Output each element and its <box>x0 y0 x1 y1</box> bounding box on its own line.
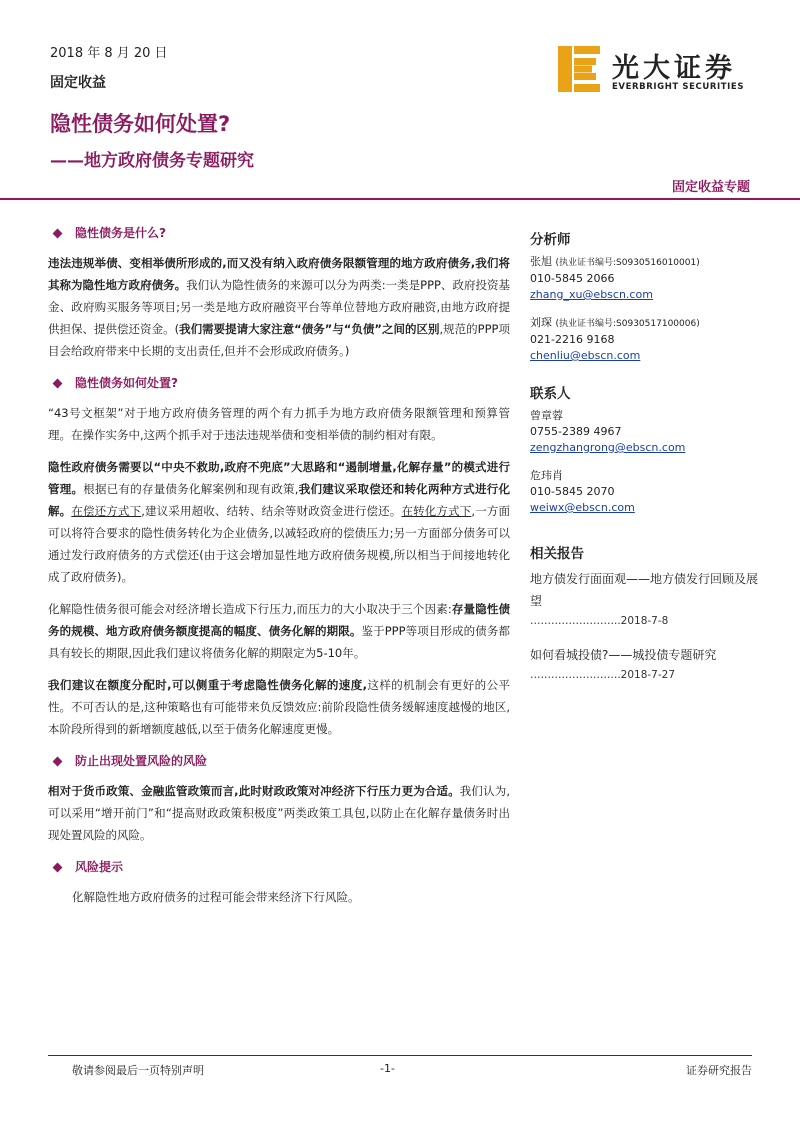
header-divider <box>0 198 800 200</box>
analyst-card <box>530 315 760 364</box>
body-text: ,规范的PPP项目会给政府带来中长期的支出责任,但并不会形成政府债务。) <box>48 322 510 358</box>
report-series: 固定收益专题 <box>671 180 750 195</box>
analyst-card <box>530 254 760 303</box>
underlined-text: 在偿还方式下 <box>71 504 142 518</box>
emphasis-text: 我们建议在额度分配时,可以侧重于考虑隐性债务化解的速度, <box>48 678 367 692</box>
page-title: 隐性债务如何处置? <box>50 112 231 136</box>
section-heading <box>48 372 510 394</box>
analyst-name: 张旭 <box>530 255 552 268</box>
diamond-bullet-icon <box>53 862 63 872</box>
body-text: 我们认为,可以采用“增开前门”和“提高财政政策积极度”两类政策工具包,以防止在化解存量债务时出现处置风险的风险。 <box>48 784 510 842</box>
section-heading-text: 防止出现处置风险的风险 <box>75 754 208 768</box>
body-paragraph <box>48 456 510 588</box>
analyst-name: 刘琛 <box>530 316 552 329</box>
contact-card <box>530 408 760 456</box>
footer-disclaimer: 敬请参阅最后一页特别声明 <box>72 1064 204 1077</box>
contact-email-link[interactable]: zengzhangrong@ebscn.com <box>530 441 686 454</box>
body-paragraph <box>48 886 510 908</box>
body-text: ,建议采用超收、结转、结余等财政资金进行偿还。 <box>141 504 402 518</box>
emphasis-text: 我们需要提请大家注意“债务”与“负债”之间的区别 <box>179 322 440 336</box>
body-paragraph <box>48 780 510 846</box>
report-body <box>48 218 510 918</box>
sidebar <box>530 232 760 698</box>
emphasis-text: 违法违规举债、变相举债所形成的,而又没有纳入政府债务限额管理的地方政府债务,我们将其称为隐性地方政府债务。 <box>48 256 510 292</box>
analyst-cert: (执业证书编号:S0930517100006) <box>555 319 700 329</box>
section-heading-text: 风险提示 <box>75 860 124 874</box>
emphasis-text: 存量隐性债务的规模、地方政府债务额度提高的幅度、债务化解的期限。 <box>48 602 510 638</box>
report-date: 2018 年 8 月 20 日 <box>50 46 168 61</box>
diamond-bullet-icon <box>53 378 63 388</box>
body-text: 根据已有的存量债务化解案例和现有政策, <box>83 482 299 496</box>
body-text: 我们认为隐性债务的来源可以分为两类:一类是PPP、政府投资基金、政府购买服务等项目;另一类是地方政府融资平台等单位替地方政府融资,由地方政府提供担保、提供偿还资金。( <box>48 278 511 336</box>
everbright-logo-icon <box>558 46 602 92</box>
section-heading <box>48 222 510 244</box>
contact-phone: 010-5845 2070 <box>530 485 615 498</box>
body-text: “43号文框架”对于地方政府债务管理的两个有力抓手为地方政府债务限额管理和预算管理。在操作实务中,这两个抓手对于违法违规举债和变相举债的制约相对有限。 <box>48 406 510 442</box>
related-report-link[interactable]: 如何看城投债?——城投债专题研究 <box>530 648 717 662</box>
related-report-date: ……………………..2018-7-8 <box>530 615 669 627</box>
logo-chinese-name: 光大证券 <box>612 53 736 84</box>
contact-card <box>530 468 760 516</box>
analyst-email-link[interactable]: chenliu@ebscn.com <box>530 349 641 362</box>
diamond-bullet-icon <box>53 228 63 238</box>
body-text: 化解隐性地方政府债务的过程可能会带来经济下行风险。 <box>72 890 360 904</box>
diamond-bullet-icon <box>53 756 63 766</box>
section-heading-text: 隐性债务如何处置? <box>75 376 178 390</box>
footer-label: 证券研究报告 <box>686 1064 752 1077</box>
page-number: -1- <box>380 1062 395 1075</box>
section-heading-text: 隐性债务是什么? <box>75 226 166 240</box>
related-report-date: ……………….…….2018-7-27 <box>530 669 676 681</box>
analysts-heading: 分析师 <box>530 232 571 248</box>
contact-phone: 0755-2389 4967 <box>530 425 622 438</box>
body-paragraph <box>48 674 510 740</box>
body-paragraph <box>48 402 510 446</box>
body-text: 化解隐性债务很可能会对经济增长造成下行压力,而压力的大小取决于三个因素: <box>48 602 452 616</box>
related-report-link[interactable]: 地方债发行面面观——地方债发行回顾及展望 <box>530 572 759 608</box>
section-heading <box>48 750 510 772</box>
section-heading <box>48 856 510 878</box>
related-reports-heading: 相关报告 <box>530 546 584 562</box>
body-paragraph <box>48 598 510 664</box>
emphasis-text: 我们建议采取偿还和转化两种方式进行化解。 <box>48 482 511 518</box>
analyst-phone: 021-2216 9168 <box>530 333 615 346</box>
emphasis-text: 相对于货币政策、金融监管政策而言,此时财政政策对冲经济下行压力更为合适。 <box>48 784 460 798</box>
underlined-text: 在转化方式下 <box>401 504 472 518</box>
analyst-email-link[interactable]: zhang_xu@ebscn.com <box>530 288 653 301</box>
logo-english-name: EVERBRIGHT SECURITIES <box>612 82 745 92</box>
analyst-cert: (执业证书编号:S0930516010001) <box>555 258 700 268</box>
footer-divider <box>48 1055 752 1056</box>
body-paragraph <box>48 252 510 362</box>
body-text: 鉴于PPP等项目形成的债务都具有较长的期限,因此我们建议将债务化解的期限定为5-10年。 <box>48 624 511 660</box>
page-subtitle: ——地方政府债务专题研究 <box>50 151 254 171</box>
contacts-heading: 联系人 <box>530 386 571 402</box>
analyst-phone: 010-5845 2066 <box>530 272 615 285</box>
contact-name: 危玮肖 <box>530 469 563 482</box>
emphasis-text: 隐性政府债务需要以“中央不救助,政府不兜底”大思路和“遏制增量,化解存量”的模式进行管理。 <box>48 460 510 496</box>
body-text: ,一方面可以将符合要求的隐性债务转化为企业债务,以减轻政府的偿债压力;另一方面部分债务可以通过发行政府债务的方式偿还(由于这会增加显性地方政府债务规模,所以相当于间接地转化成了政府债务)。 <box>48 504 511 584</box>
body-text: 这样的机制会有更好的公平性。不可否认的是,这种策略也有可能带来负反馈效应:前阶段隐性债务缓解速度越慢的地区,本阶段所得到的新增额度越低,以至于债务化解速度更慢。 <box>48 678 511 736</box>
contact-name: 曾章蓉 <box>530 409 563 422</box>
report-category: 固定收益 <box>50 75 106 91</box>
contact-email-link[interactable]: weiwx@ebscn.com <box>530 501 635 514</box>
